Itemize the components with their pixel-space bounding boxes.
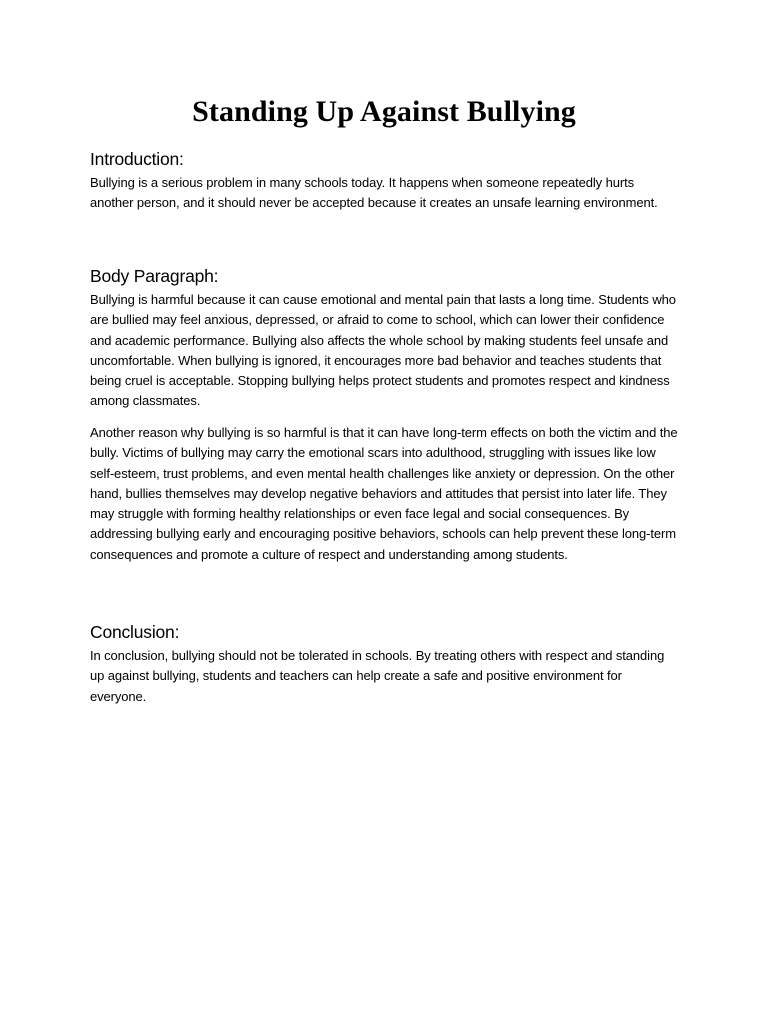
introduction-paragraph: Bullying is a serious problem in many schools today. It happens when someone repeatedly hurts another person, and it should never be accepted because it creates an unsafe learning environment. [90, 175, 658, 211]
document-title: Standing Up Against Bullying [192, 95, 576, 128]
introduction-heading: Introduction: [90, 149, 184, 169]
conclusion-paragraph: In conclusion, bullying should not be tolerated in schools. By treating others with respect and standing up against bullying, students and teachers can help create a safe and positive environment for everyone. [90, 648, 665, 704]
conclusion-heading: Conclusion: [90, 622, 180, 642]
body-paragraph-1: Bullying is harmful because it can cause emotional and mental pain that lasts a long time. Students who are bullied may feel anxious, depressed, or afraid to come to school, which can lower their confidence and academic performance. Bullying also affects the whole school by making students feel unsafe and uncomfortable. When bullying is ignored, it encourages more bad behavior and teaches students that being cruel is acceptable. Stopping bullying helps protect students and promotes respect and kindness among classmates. [90, 292, 676, 409]
body-paragraph-2: Another reason why bullying is so harmful is that it can have long-term effects on both the victim and the bully. Victims of bullying may carry the emotional scars into adulthood, struggling with issues like low self-esteem, trust problems, and even mental health challenges like anxiety or depression. On the other hand, bullies themselves may develop negative behaviors and attitudes that persist into later life. They may struggle with forming healthy relationships or even face legal and social consequences. By addressing bullying early and encouraging positive behaviors, schools can help prevent these long-term consequences and promote a culture of respect and understanding among students. [90, 425, 678, 562]
body-heading: Body Paragraph: [90, 266, 219, 286]
